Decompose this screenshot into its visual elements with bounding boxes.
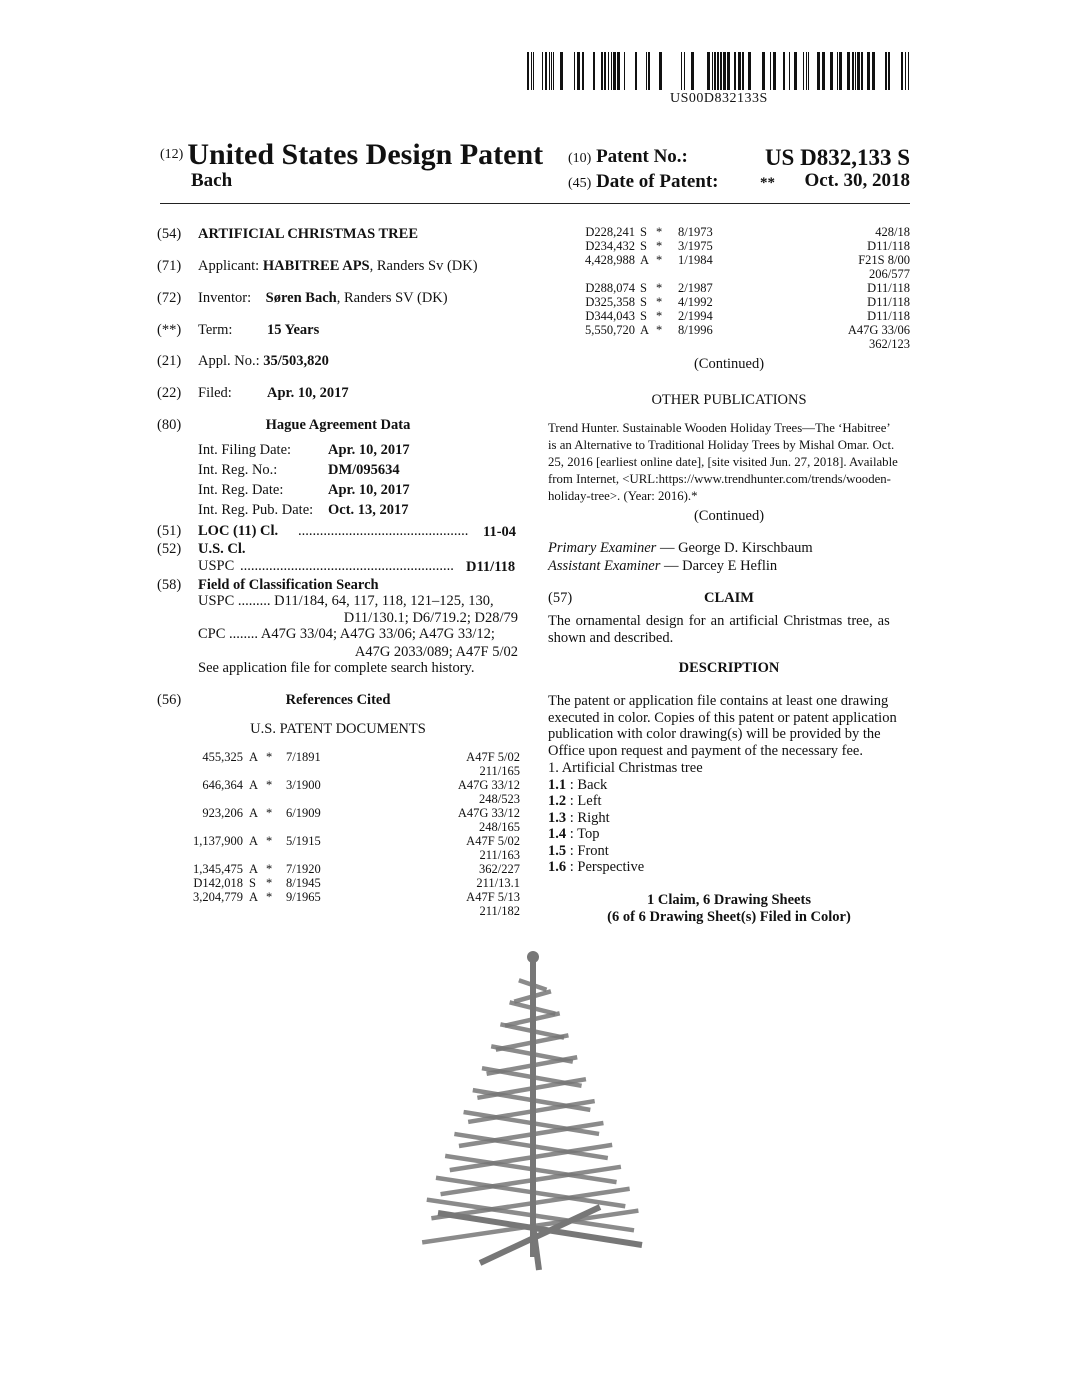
field-80-code: (80) — [157, 417, 182, 433]
ref-date: 7/1920 — [286, 862, 321, 876]
claim-text-line-1: The ornamental design for an artificial Christmas tree, as — [548, 613, 890, 629]
hague-reg-no: Int. Reg. No.: DM/095634 — [198, 462, 400, 478]
ref-examiner-cited: * — [656, 295, 663, 309]
ref-date: 5/1915 — [286, 834, 321, 848]
ref-kind: A — [249, 778, 259, 792]
drawing-sheets-summary: (6 of 6 Drawing Sheet(s) Filed in Color) — [607, 909, 851, 925]
ref-class: 428/18 — [875, 225, 910, 239]
reference-row — [548, 253, 910, 267]
ref-patent-number: 1,137,900 — [193, 834, 243, 848]
ref-kind: A — [249, 890, 259, 904]
tree-base-leg — [533, 1225, 539, 1270]
ref-class-continued: 362/123 — [869, 337, 910, 351]
inventor-surname: Bach — [191, 170, 233, 191]
ref-date: 3/1975 — [678, 239, 713, 253]
field-72-code: (72) — [157, 290, 182, 306]
search-cpc-line: CPC ........ A47G 33/04; A47G 33/06; A47G 33/12; — [198, 626, 495, 642]
description-line: The patent or application file contains at least one drawing — [548, 693, 889, 709]
loc-class-dots: ............................................... — [298, 523, 469, 539]
reference-row — [160, 862, 520, 876]
reference-row — [160, 890, 520, 904]
ref-patent-number: D228,241 — [585, 225, 635, 239]
ref-examiner-cited: * — [656, 253, 663, 267]
ref-class-continued: 211/182 — [479, 904, 520, 918]
assistant-examiner: Assistant Examiner — Darcey E Heflin — [548, 558, 778, 574]
view-1-5: 1.5 : Front — [548, 843, 609, 859]
field-54-code: (54) — [157, 226, 182, 242]
search-uspc-line-2: D11/130.1; D6/719.2; D28/79 — [343, 610, 518, 626]
description-heading: DESCRIPTION — [678, 660, 780, 676]
ref-kind: A — [249, 862, 259, 876]
ref-examiner-cited: * — [266, 862, 273, 876]
ref-date: 8/1945 — [286, 876, 321, 890]
header-rule — [160, 203, 910, 204]
ref-date: 2/1994 — [678, 309, 713, 323]
ref-class-continued: 206/577 — [869, 267, 910, 281]
ref-class-continued: 248/523 — [479, 792, 520, 806]
ref-class: A47G 33/06 — [847, 323, 910, 337]
ref-class: D11/118 — [867, 281, 910, 295]
ref-kind: S — [640, 309, 647, 323]
reference-row — [160, 806, 520, 820]
reference-row — [160, 778, 520, 792]
ref-kind: A — [249, 750, 259, 764]
field-71-code: (71) — [157, 258, 182, 274]
ref-class: A47F 5/02 — [466, 834, 520, 848]
field-52-code: (52) — [157, 541, 182, 557]
field-22-code: (22) — [157, 385, 182, 401]
view-1-1: 1.1 : Back — [548, 777, 608, 793]
application-number: Appl. No.: 35/503,820 — [198, 353, 329, 369]
view-1-3: 1.3 : Right — [548, 810, 610, 826]
ref-examiner-cited: * — [266, 890, 273, 904]
ref-kind: A — [640, 323, 650, 337]
field-of-search-label: Field of Classification Search — [198, 577, 379, 593]
ref-date: 4/1992 — [678, 295, 713, 309]
ref-examiner-cited: * — [266, 778, 273, 792]
claim-code: (57) — [548, 590, 573, 606]
description-line: Office upon request and payment of the necessary fee. — [548, 742, 863, 759]
ref-examiner-cited: * — [656, 323, 663, 337]
ref-date: 2/1987 — [678, 281, 713, 295]
ref-patent-number: 455,325 — [202, 750, 243, 764]
ref-kind: S — [249, 876, 256, 890]
ref-examiner-cited: * — [266, 806, 273, 820]
search-cpc-line-2: A47G 2033/089; A47F 5/02 — [354, 644, 518, 660]
term: Term: 15 Years — [198, 322, 320, 338]
ref-date: 9/1965 — [286, 890, 321, 904]
ref-class: 211/13.1 — [476, 876, 520, 890]
ref-patent-number: D344,043 — [585, 309, 635, 323]
ref-kind: S — [640, 295, 647, 309]
ref-class: A47G 33/12 — [457, 806, 520, 820]
ref-class: A47G 33/12 — [457, 778, 520, 792]
ref-patent-number: 923,206 — [202, 806, 243, 820]
ref-patent-number: 646,364 — [202, 778, 243, 792]
reference-row — [548, 323, 910, 337]
field-58-code: (58) — [157, 577, 182, 593]
ref-date: 3/1900 — [286, 778, 321, 792]
reference-row — [548, 225, 910, 239]
ref-patent-number: 3,204,779 — [193, 890, 243, 904]
uspc-label: USPC — [198, 558, 235, 574]
ref-examiner-cited: * — [266, 834, 273, 848]
other-publication-citation — [548, 420, 898, 505]
ref-date: 8/1996 — [678, 323, 713, 337]
publications-continued: (Continued) — [693, 508, 765, 524]
ref-class: D11/118 — [867, 309, 910, 323]
uspc-value: D11/118 — [466, 559, 516, 575]
ref-kind: S — [640, 225, 647, 239]
patent-title — [160, 138, 543, 172]
invention-title: ARTIFICIAL CHRISTMAS TREE — [198, 226, 418, 242]
references-heading: References Cited — [285, 692, 391, 708]
christmas-tree-drawing — [420, 945, 660, 1290]
ref-patent-number: 4,428,988 — [585, 253, 635, 267]
ref-kind: A — [249, 834, 259, 848]
hague-heading: Hague Agreement Data — [265, 417, 411, 433]
date-asterisks: ** — [760, 175, 775, 191]
field-51-code: (51) — [157, 523, 182, 539]
other-publications-heading: OTHER PUBLICATIONS — [651, 392, 807, 408]
ref-examiner-cited: * — [656, 239, 663, 253]
ref-patent-number: D288,074 — [585, 281, 635, 295]
ref-date: 8/1973 — [678, 225, 713, 239]
date-of-patent: Oct. 30, 2018 — [804, 170, 910, 191]
reference-row — [548, 281, 910, 295]
ref-kind: A — [249, 806, 259, 820]
hague-pub-date: Int. Reg. Pub. Date: Oct. 13, 2017 — [198, 502, 409, 518]
ref-date: 6/1909 — [286, 806, 321, 820]
view-1-4: 1.4 : Top — [548, 826, 600, 842]
references-continued: (Continued) — [693, 356, 765, 372]
loc-class-label: LOC (11) Cl. — [198, 523, 279, 539]
tree-figure — [424, 951, 642, 1270]
reference-row — [160, 834, 520, 848]
reference-row — [548, 295, 910, 309]
filed-date: Filed: Apr. 10, 2017 — [198, 385, 349, 401]
ref-examiner-cited: * — [656, 225, 663, 239]
field-21-code: (21) — [157, 353, 182, 369]
ref-patent-number: D234,432 — [585, 239, 635, 253]
reference-row — [548, 309, 910, 323]
reference-row — [160, 876, 520, 890]
tree-top-ball — [527, 951, 539, 963]
view-1-6: 1.6 : Perspective — [548, 859, 645, 875]
citation-line: 25, 2016 [earliest online date], [site visited Jun. 27, 2018]. Available — [548, 455, 898, 469]
ref-class: A47F 5/02 — [466, 750, 520, 764]
date-of-patent-label: (45) Date of Patent: — [568, 171, 719, 192]
document-type: United States Design Patent — [187, 138, 544, 171]
ref-class: A47F 5/13 — [466, 890, 520, 904]
tree-trunk — [530, 957, 536, 1257]
ref-class-continued: 211/163 — [479, 848, 520, 862]
ref-class-continued: 248/165 — [479, 820, 520, 834]
ref-patent-number: 1,345,475 — [193, 862, 243, 876]
ref-class: D11/118 — [867, 295, 910, 309]
barcode — [527, 52, 910, 90]
ref-kind: A — [640, 253, 650, 267]
barcode-number: US00D832133S — [670, 91, 768, 106]
ref-examiner-cited: * — [656, 309, 663, 323]
ref-kind: S — [640, 281, 647, 295]
ref-patent-number: 5,550,720 — [585, 323, 635, 337]
uspc-dots: ........................................................... — [240, 558, 454, 574]
field-56-code: (56) — [157, 692, 182, 708]
description-line: executed in color. Copies of this patent or patent application — [548, 709, 897, 726]
primary-examiner: Primary Examiner — George D. Kirschbaum — [548, 540, 813, 556]
description-text — [548, 693, 897, 759]
inventor: Inventor: Søren Bach, Randers SV (DK) — [198, 290, 448, 306]
citation-line: from Internet, <URL:https://www.trendhunter.com/trends/wooden- — [548, 472, 891, 486]
us-patent-documents-heading: U.S. PATENT DOCUMENTS — [250, 721, 426, 737]
ref-examiner-cited: * — [266, 876, 273, 890]
claims-summary: 1 Claim, 6 Drawing Sheets — [647, 892, 811, 908]
search-uspc-line: USPC ......... D11/184, 64, 117, 118, 121–125, 130, — [198, 593, 494, 609]
term-code: (**) — [157, 322, 182, 338]
reference-row — [160, 750, 520, 764]
ref-patent-number: D325,358 — [585, 295, 635, 309]
hague-filing-date: Int. Filing Date: Apr. 10, 2017 — [198, 442, 410, 458]
search-history-note: See application file for complete search history. — [198, 660, 475, 676]
claim-heading: CLAIM — [704, 590, 754, 606]
ref-examiner-cited: * — [266, 750, 273, 764]
reference-row — [548, 239, 910, 253]
ref-kind: S — [640, 239, 647, 253]
us-class-label: U.S. Cl. — [198, 541, 246, 557]
patent-number-label: (10) Patent No.: — [568, 146, 688, 167]
ref-date: 7/1891 — [286, 750, 321, 764]
citation-line: is an Alternative to Traditional Holiday Trees by Mishal Omar. Oct. — [548, 438, 895, 452]
citation-line: holiday-tree>. (Year: 2016).* — [548, 489, 698, 503]
patent-number: US D832,133 S — [764, 145, 910, 170]
ref-patent-number: D142,018 — [193, 876, 243, 890]
applicant: Applicant: HABITREE APS, Randers Sv (DK) — [198, 258, 478, 274]
claim-text-line-2: shown and described. — [548, 630, 674, 646]
loc-class-value: 11-04 — [483, 524, 517, 540]
ref-class: F21S 8/00 — [858, 253, 910, 267]
ref-class: 362/227 — [479, 862, 520, 876]
hague-reg-date: Int. Reg. Date: Apr. 10, 2017 — [198, 482, 410, 498]
ref-date: 1/1984 — [678, 253, 713, 267]
ref-class-continued: 211/165 — [479, 764, 520, 778]
view-1-2: 1.2 : Left — [548, 793, 602, 809]
ref-examiner-cited: * — [656, 281, 663, 295]
citation-line: Trend Hunter. Sustainable Wooden Holiday Trees—The ‘Habitree’ — [548, 421, 891, 435]
description-line: publication with color drawing(s) will be provided by the — [548, 726, 881, 742]
ref-class: D11/118 — [867, 239, 910, 253]
description-intro: 1. Artificial Christmas tree — [548, 760, 703, 776]
title-code: (12) — [160, 147, 184, 162]
